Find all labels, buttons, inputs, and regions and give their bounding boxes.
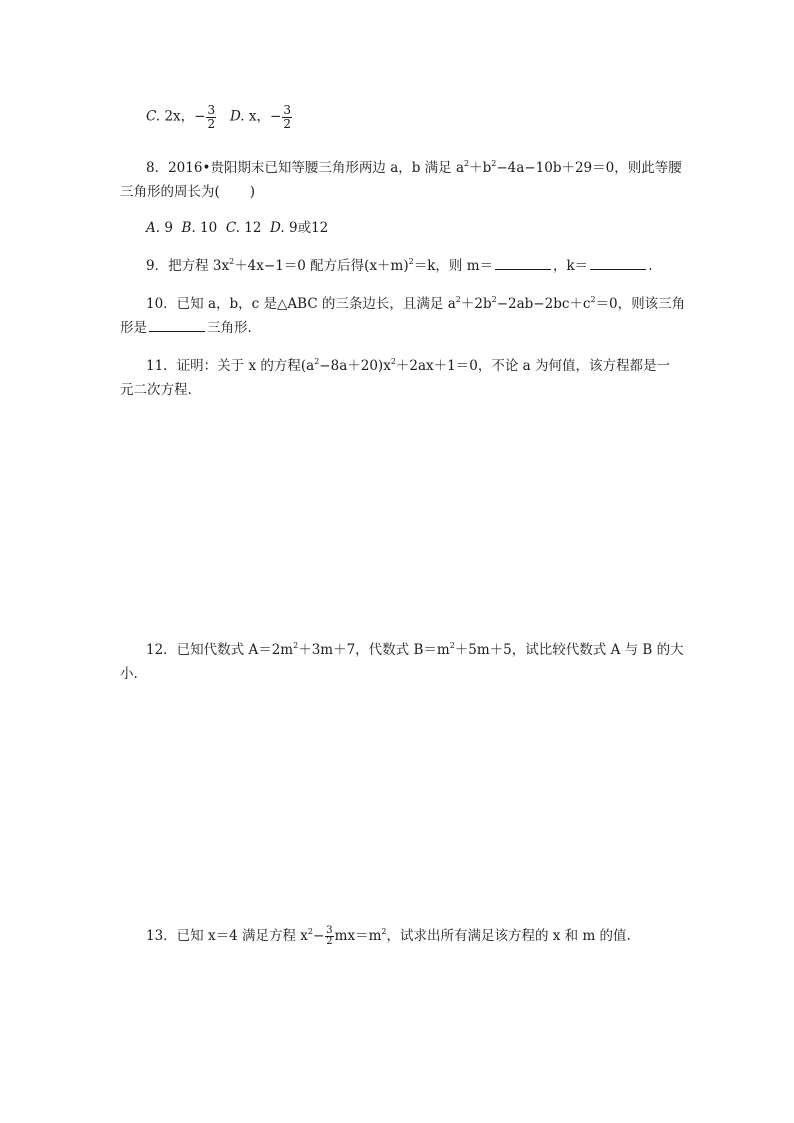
q7-options xyxy=(146,104,293,130)
q7-option-c-letter: C. xyxy=(146,108,161,125)
q8-option-a: 9 xyxy=(164,220,173,236)
q8-option-b-letter: B. xyxy=(181,220,196,236)
q7-option-c-text: 2x，− xyxy=(164,108,206,125)
q8-option-b: 10 xyxy=(200,220,218,236)
q8-options xyxy=(146,216,328,236)
q7-option-c-fraction: $\frac{3}{2}$ xyxy=(207,103,216,131)
q8-option-d-letter: D. xyxy=(270,220,285,236)
q8-option-a-letter: A. xyxy=(146,220,161,236)
q11-line-2: 元二次方程. xyxy=(120,382,192,398)
q7-option-d-letter: D. xyxy=(229,108,245,125)
q8-option-c: 12 xyxy=(244,220,262,236)
q12-line-1: 12．已知代数式 $A=2m^2+3m+7$，代数式 $B=m^2+5m+5$，试比较代数式 A 与 B 的大 xyxy=(146,641,684,658)
q9-m-blank[interactable] xyxy=(495,257,551,270)
q13-fraction: $\frac{3}{2}$ xyxy=(326,924,333,947)
q7-option-d-text: x，− xyxy=(248,108,282,125)
q12-line-2: 小. xyxy=(120,666,138,682)
q10-triangle-blank[interactable] xyxy=(149,319,205,332)
q11-line-1: 11．证明：关于 x 的方程$(a^2-8a+20)x^2+2ax+1=0$，不论 a 为何值，该方程都是一 xyxy=(146,357,670,374)
q9-k-blank[interactable] xyxy=(590,257,646,270)
q8-option-c-letter: C. xyxy=(225,220,240,236)
q8-option-d: 9或12 xyxy=(288,220,329,236)
q10-line-2: 形是 三角形. xyxy=(120,320,252,336)
q8-line-1: 8．2016•贵阳期末已知等腰三角形两边 a，b 满足 $a^2+b^2-4a-10b+29=0$，则此等腰 xyxy=(146,159,682,176)
q8-line-2: 三角形的周长为( ) xyxy=(120,184,256,200)
q13-line: 13．已知 x＝4 满足方程 $x^2-$ $\frac{3}{2}$ $mx=m^2$，试求出所有满足该方程的 x 和 m 的值. xyxy=(146,924,631,947)
q7-option-d-fraction: $\frac{3}{2}$ xyxy=(283,103,291,131)
q9-line: 9．把方程 $3x^2+4x-1=0$ 配方后得$(x+m)^2=k$，则 m＝ ，k＝ . xyxy=(146,257,653,274)
q10-line-1: 10．已知 a，b，c 是△ABC 的三条边长，且满足 $a^2+2b^2-2ab-2bc+c^2=0$，则该三角 xyxy=(146,295,686,312)
